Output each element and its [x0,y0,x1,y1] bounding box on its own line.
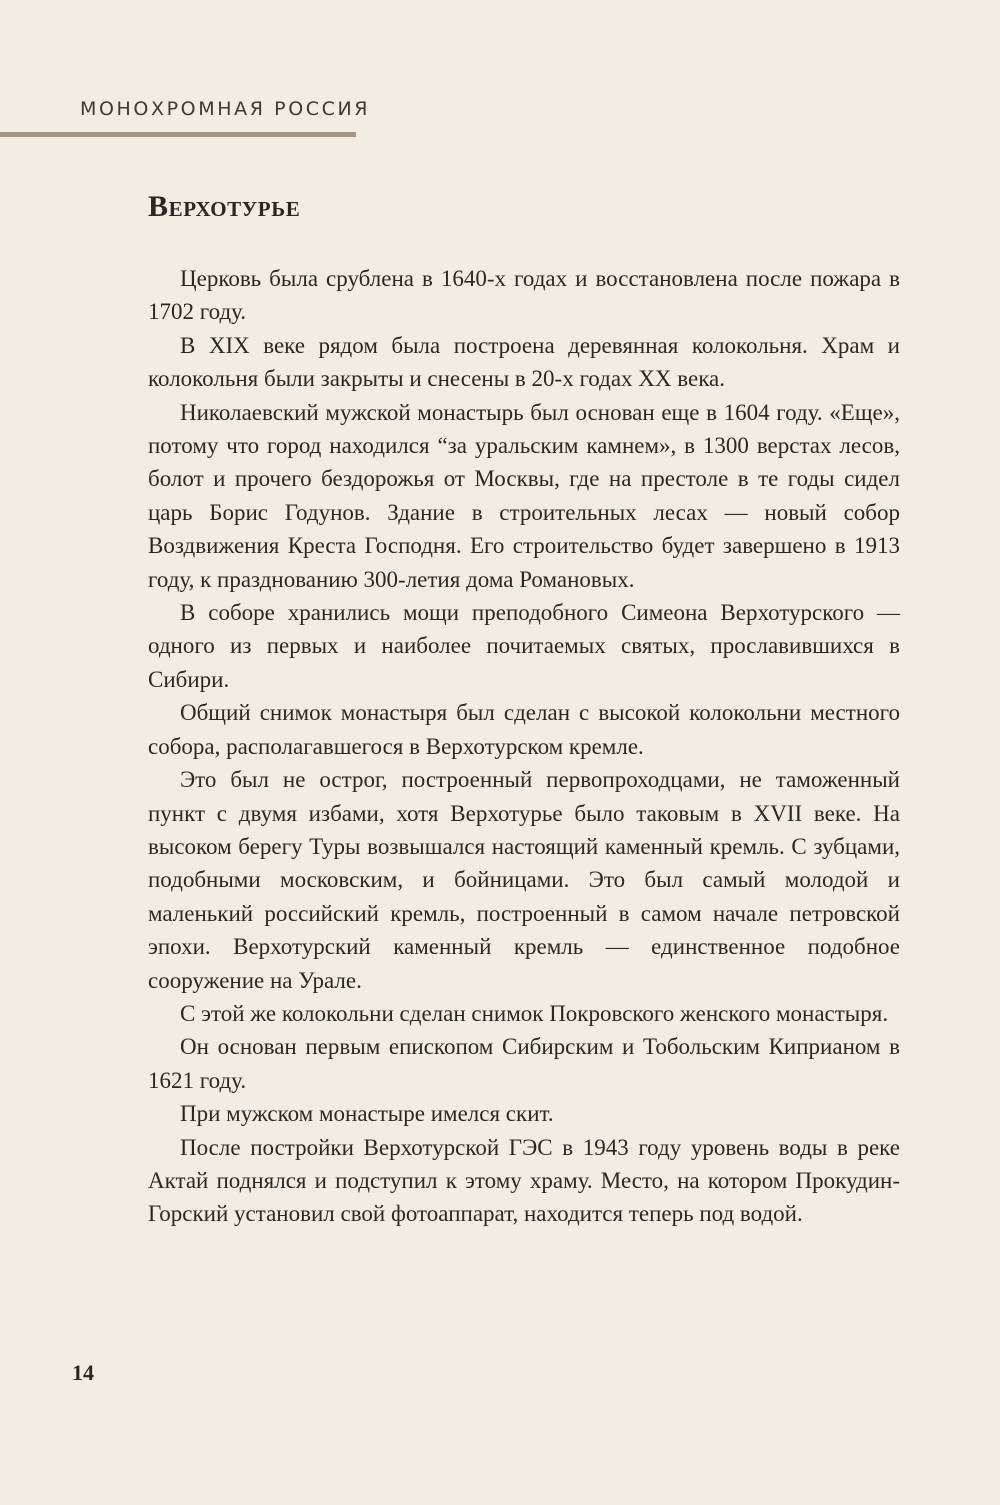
page-number: 14 [72,1360,94,1385]
paragraph: После постройки Верхотурской ГЭС в 1943 году уровень воды в реке Актай поднялся и подступил к этому храму. Место, на котором Прокудин-Горский установил свой фотоаппарат, находится теперь под водой. [148,1134,900,1227]
paragraph: Церковь была срублена в 1640-х годах и восстановлена после пожара в 1702 году. [148,266,900,325]
paragraph: При мужском монастыре имелся скит. [180,1101,554,1127]
paragraph: В XIX веке рядом была построена деревянная колокольня. Храм и колокольня были закрыты и снесены в 20-х годах XX века. [148,332,900,392]
paragraph: Общий снимок монастыря был сделан с высокой колокольни местного собора, располагавшегося в Верхотурском кремле. [148,700,900,759]
body-text [148,262,900,1231]
paragraph: Николаевский мужской монастырь был основан еще в 1604 году. «Еще», потому что город находился “за уральским камнем», в 1300 верстах лесов, болот и прочего бездорожья от Москвы, где на престоле в те годы сидел царь Борис Годунов. Здание в строительных лесах — новый собор Воздвижения Креста Господня. Его строительство будет завершено в 1913 году, к празднованию 300-летия дома Романовых. [148,399,900,592]
header-rule [0,132,356,137]
paragraph: С этой же колокольни сделан снимок Покровского женского монастыря. [180,1000,889,1026]
paragraph: В соборе хранились мощи преподобного Симеона Верхотурского — одного из первых и наиболее почитаемых святых, прославившихся в Сибири. [148,600,900,692]
paragraph: Это был не острог, построенный первопроходцами, не таможенный пункт с двумя избами, хотя Верхотурье было таковым в XVII веке. На высоком берегу Туры возвышался настоящий каменный кремль. С зубцами, подобными московским, и бойницами. Это был самый молодой и маленький российский кремль, построенный в самом начале петровской эпохи. Верхотурский каменный кремль — единственное подобное сооружение на Урале. [148,767,900,993]
section-title: Верхотурье [148,190,301,223]
running-header: МОНОХРОМНАЯ РОССИЯ [80,98,371,120]
paragraph: Он основан первым епископом Сибирским и Тобольским Киприаном в 1621 году. [148,1034,900,1093]
